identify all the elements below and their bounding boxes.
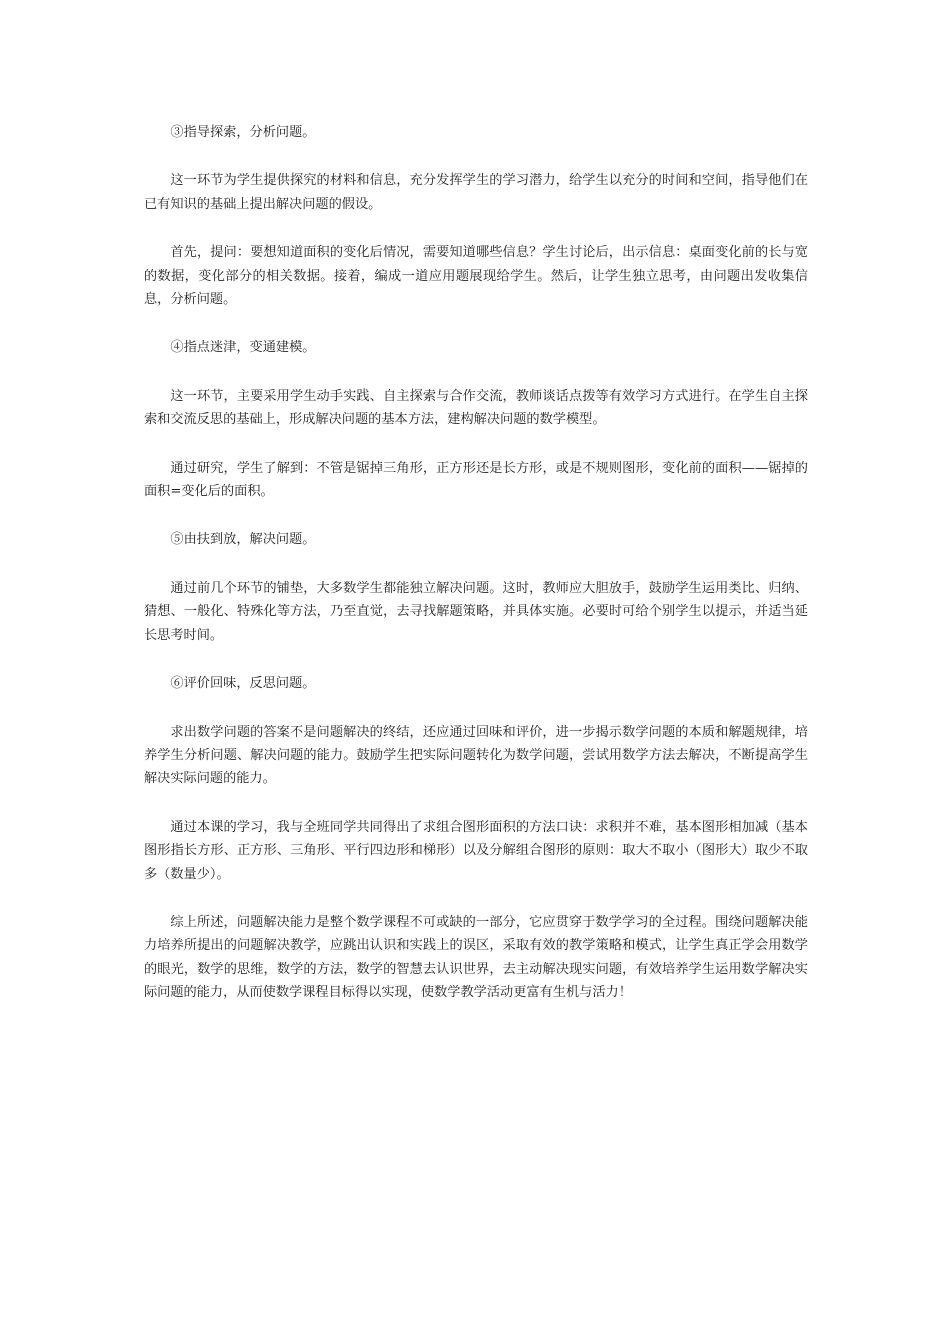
paragraph-conclusion: 综上所述，问题解决能力是整个数学课程不可或缺的一部分，它应贯穿于数学学习的全过程。围绕问题解决能力培养所提出的问题解决教学，应跳出认识和实践上的误区，采取有效的教学策略和模式，让学生真正学会用数学的眼光，数学的思维，数学的方法，数学的智慧去认识世界，去主动解决现实问题，有效培养学生运用数学解决实际问题的能力，从而使数学课程目标得以实现，使数学教学活动更富有生机与活力！: [144, 914, 808, 1001]
paragraph-formula: 通过本课的学习，我与全班同学共同得出了求组合图形面积的方法口诀：求积并不难，基本图形相加减（基本图形指长方形、正方形、三角形、平行四边形和梯形）以及分解组合图形的原则：取大不取小（图形大）取少不取多（数量少）。: [144, 819, 808, 882]
section-heading-3: ③指导探索，分析问题。: [170, 125, 316, 140]
paragraph-solve: 通过前几个环节的铺垫，大多数学生都能独立解决问题。这时，教师应大胆放手，鼓励学生运用类比、归纳、猜想、一般化、特殊化等方法，乃至直觉，去寻找解题策略，并具体实施。必要时可给个别学生以提示，并适当延长思考时间。: [144, 580, 808, 643]
paragraph-modeling-intro: 这一环节，主要采用学生动手实践、自主探索与合作交流，教师谈话点拨等有效学习方式进行。在学生自主探索和交流反思的基础上，形成解决问题的基本方法，建构解决问题的数学模型。: [144, 388, 808, 428]
paragraph-modeling-result: 通过研究，学生了解到：不管是锯掉三角形，正方形还是长方形，或是不规则图形，变化前的面积——锯掉的面积=变化后的面积。: [144, 460, 808, 500]
section-heading-5: ⑤由扶到放，解决问题。: [170, 532, 316, 548]
section-heading-6: ⑥评价回味，反思问题。: [170, 676, 316, 692]
section-heading-4: ④指点迷津，变通建模。: [170, 340, 316, 356]
paragraph-explore-steps: 首先，提问：要想知道面积的变化后情况，需要知道哪些信息？学生讨论后，出示信息：桌面变化前的长与宽的数据，变化部分的相关数据。接着，编成一道应用题展现给学生。然后，让学生独立思考，由问题出发收集信息，分析问题。: [144, 245, 808, 308]
paragraph-reflect: 求出数学问题的答案不是问题解决的终结，还应通过回味和评价，进一步揭示数学问题的本质和解题规律，培养学生分析问题、解决问题的能力。鼓励学生把实际问题转化为数学问题，尝试用数学方法去解决，不断提高学生解决实际问题的能力。: [144, 724, 808, 787]
paragraph-explore-intro: 这一环节为学生提供探究的材料和信息，充分发挥学生的学习潜力，给学生以充分的时间和空间，指导他们在已有知识的基础上提出解决问题的假设。: [144, 173, 808, 212]
document-body: [144, 121, 808, 1030]
